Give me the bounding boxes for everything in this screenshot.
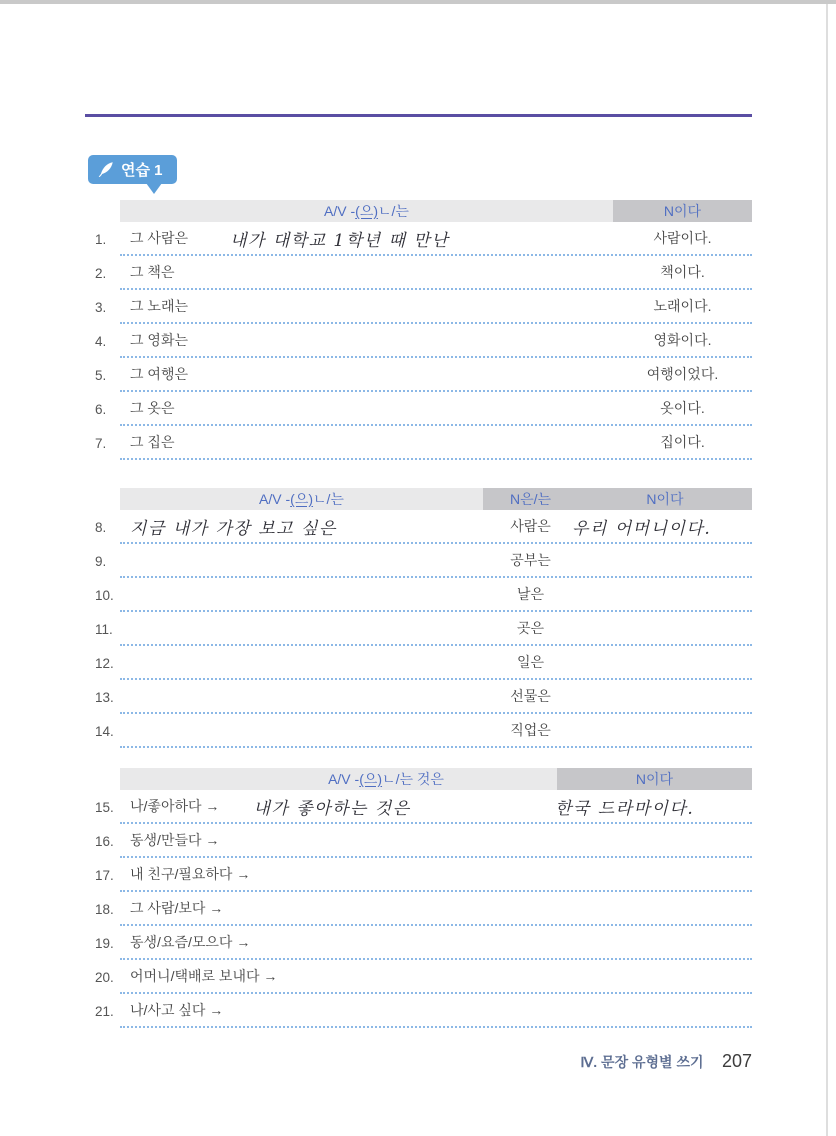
row-number: 5. <box>95 367 107 383</box>
practice-table-2 <box>95 488 752 748</box>
answer-line <box>120 392 752 426</box>
table-row <box>95 612 752 646</box>
answer-line <box>120 790 752 824</box>
handwritten-answer: 내가 좋아하는 것은 <box>253 798 411 819</box>
answer-line <box>120 324 752 358</box>
answer-line <box>120 256 752 290</box>
row-topic: 그 노래는 <box>130 298 188 314</box>
row-topic: 그 옷은 <box>130 400 175 416</box>
answer-line <box>120 222 752 256</box>
table-row <box>95 646 752 680</box>
header-label-n: N이다 <box>646 491 684 507</box>
row-number: 10. <box>95 587 114 603</box>
table-row <box>95 578 752 612</box>
table-row <box>95 222 752 256</box>
answer-line <box>120 858 752 892</box>
row-prompt: 동생/요즘/모으다 → <box>130 934 251 950</box>
row-prompt: 동생/만들다 → <box>130 832 220 848</box>
header-cell-dark <box>483 488 752 510</box>
row-number: 3. <box>95 299 107 315</box>
noun-predicate: 옷이다. <box>660 400 705 416</box>
noun-predicate: 사람이다. <box>653 230 712 246</box>
answer-line <box>120 612 752 646</box>
row-topic: 그 집은 <box>130 434 175 450</box>
quill-icon <box>97 161 114 178</box>
noun-predicate: 책이다. <box>660 264 705 280</box>
header-label-n: N이다 <box>635 771 674 787</box>
answer-line <box>120 578 752 612</box>
noun-subject: 선물은 <box>510 688 551 704</box>
row-number: 17. <box>95 867 114 883</box>
scan-edge-right <box>826 4 828 1136</box>
row-number: 9. <box>95 553 107 569</box>
row-number: 20. <box>95 969 114 985</box>
answer-line <box>120 426 752 460</box>
practice-table-1 <box>95 200 752 460</box>
header-label-av: A/V -(으)ㄴ/는 <box>259 491 344 507</box>
row-topic: 그 영화는 <box>130 332 188 348</box>
row-prompt: 그 사람/보다 → <box>130 900 224 916</box>
row-number: 21. <box>95 1003 114 1019</box>
header-cell-n <box>557 768 752 790</box>
answer-line <box>120 358 752 392</box>
table-row <box>95 392 752 426</box>
table-row <box>95 960 752 994</box>
noun-predicate: 노래이다. <box>653 298 712 314</box>
answer-line <box>120 680 752 714</box>
header-label-av: A/V - (으) ㄴ/는 <box>324 203 409 219</box>
noun-subject: 날은 <box>516 586 545 602</box>
handwritten-answer-right: 우리 어머니이다. <box>572 518 712 539</box>
answer-line <box>120 994 752 1028</box>
table-row <box>95 714 752 748</box>
row-prompt: 어머니/택배로 보내다 → <box>130 968 278 984</box>
row-prompt: 내 친구/필요하다 → <box>130 866 251 882</box>
row-prompt: 나/좋아하다 → <box>130 798 220 814</box>
table-row <box>95 680 752 714</box>
row-number: 14. <box>95 723 114 739</box>
row-number: 13. <box>95 689 114 705</box>
section-divider-rule <box>85 114 752 117</box>
answer-line <box>120 646 752 680</box>
row-number: 7. <box>95 435 107 451</box>
noun-subject: 사람은 <box>510 518 551 534</box>
header-cell-av <box>120 488 483 510</box>
handwritten-answer: 내가 대학교 1학년 때 만난 <box>230 230 450 251</box>
table-row <box>95 858 752 892</box>
row-number: 1. <box>95 231 107 247</box>
answer-line <box>120 544 752 578</box>
table-row <box>95 790 752 824</box>
answer-line <box>120 960 752 994</box>
answer-line <box>120 926 752 960</box>
footer-section-label: Ⅳ. 문장 유형별 쓰기 <box>580 1054 704 1070</box>
table-row <box>95 324 752 358</box>
page-footer <box>0 1051 752 1072</box>
row-topic: 그 책은 <box>130 264 175 280</box>
noun-predicate: 여행이었다. <box>646 366 719 382</box>
answer-line <box>120 892 752 926</box>
answer-line <box>120 510 752 544</box>
exercise-badge <box>88 155 177 184</box>
table-row <box>95 426 752 460</box>
answer-line <box>120 714 752 748</box>
noun-subject: 곳은 <box>516 620 545 636</box>
row-number: 4. <box>95 333 107 349</box>
table-row <box>95 544 752 578</box>
row-number: 6. <box>95 401 107 417</box>
noun-predicate: 영화이다. <box>653 332 712 348</box>
table-row <box>95 510 752 544</box>
table-row <box>95 926 752 960</box>
row-number: 19. <box>95 935 114 951</box>
header-label-n: N이다 <box>663 203 702 219</box>
header-cell-av <box>120 200 613 222</box>
table-3-header <box>120 768 752 790</box>
scan-edge-top <box>0 0 836 4</box>
header-cell-n <box>613 200 752 222</box>
noun-predicate: 집이다. <box>660 434 705 450</box>
table-row <box>95 256 752 290</box>
row-number: 2. <box>95 265 107 281</box>
table-row <box>95 892 752 926</box>
page-number: 207 <box>721 1051 752 1071</box>
row-number: 8. <box>95 519 107 535</box>
answer-line <box>120 824 752 858</box>
table-2-header <box>120 488 752 510</box>
badge-tail <box>146 183 162 194</box>
row-number: 18. <box>95 901 114 917</box>
answer-line <box>120 290 752 324</box>
noun-subject: 공부는 <box>510 552 551 568</box>
practice-table-3 <box>95 768 752 1028</box>
table-row <box>95 358 752 392</box>
header-label-av: A/V - (으) ㄴ/는 것은 <box>328 771 444 787</box>
exercise-badge-label: 연습 1 <box>121 162 163 179</box>
handwritten-answer-right: 한국 드라마이다. <box>555 798 695 819</box>
header-cell-av <box>120 768 557 790</box>
noun-subject: 일은 <box>516 654 545 670</box>
noun-subject: 직업은 <box>510 722 551 738</box>
table-row <box>95 994 752 1028</box>
row-number: 12. <box>95 655 114 671</box>
row-number: 15. <box>95 799 114 815</box>
handwritten-answer: 지금 내가 가장 보고 싶은 <box>130 518 337 539</box>
table-row <box>95 290 752 324</box>
table-row <box>95 824 752 858</box>
table-1-header <box>120 200 752 222</box>
row-number: 16. <box>95 833 114 849</box>
row-topic: 그 여행은 <box>130 366 188 382</box>
row-number: 11. <box>95 621 113 637</box>
header-label-n-marker: N은/는 <box>509 491 552 507</box>
row-topic: 그 사람은 <box>130 230 188 246</box>
row-prompt: 나/사고 싶다 → <box>130 1002 224 1018</box>
